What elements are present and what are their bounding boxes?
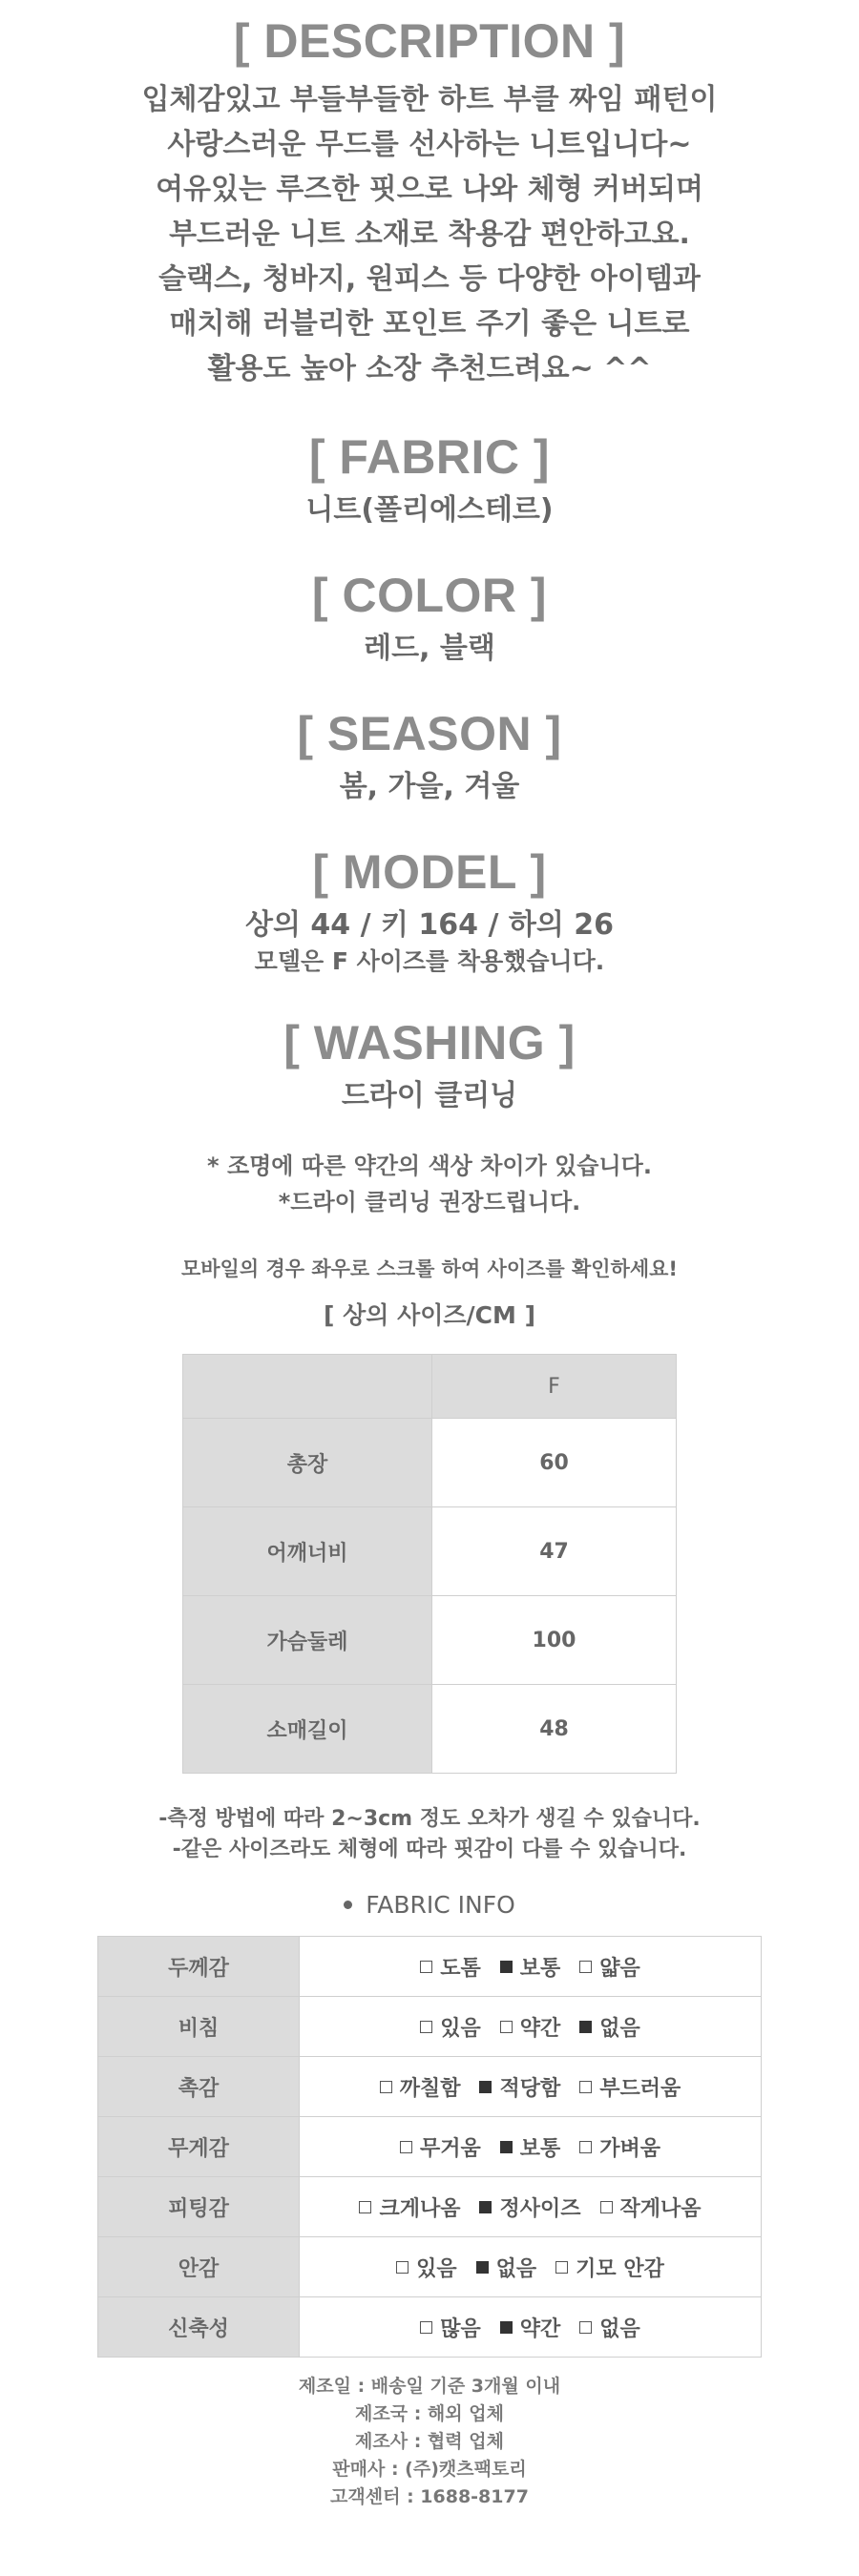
fabric-option-label: 없음 bbox=[599, 2316, 640, 2341]
washing-value: 드라이 클리닝 bbox=[341, 1079, 518, 1112]
fabric-info-table bbox=[97, 1936, 762, 2358]
size-row-label: 소매길이 bbox=[183, 1685, 432, 1774]
table-row bbox=[98, 2297, 762, 2358]
washing-section bbox=[0, 1017, 859, 1115]
fabric-info-options bbox=[300, 2177, 762, 2237]
fabric-option-label: 얇음 bbox=[599, 1956, 640, 1981]
color-section bbox=[0, 570, 859, 668]
checked-box-icon bbox=[500, 2321, 513, 2334]
checked-box-icon bbox=[500, 1961, 513, 1973]
description-line: 사랑스러운 무드를 선사하는 니트입니다~ bbox=[167, 128, 692, 161]
fabric-option bbox=[479, 2072, 560, 2102]
fabric-option-label: 없음 bbox=[495, 2256, 537, 2281]
size-row-value: 48 bbox=[432, 1685, 677, 1774]
fabric-option bbox=[579, 1952, 640, 1982]
fabric-option-label: 까칠함 bbox=[399, 2076, 461, 2101]
fabric-option bbox=[579, 2313, 640, 2342]
size-table-corner-cell bbox=[183, 1355, 432, 1419]
fabric-option-label: 보통 bbox=[519, 1956, 561, 1981]
unchecked-box-icon bbox=[396, 2261, 409, 2274]
washing-title: [ WASHING ] bbox=[283, 1016, 576, 1070]
fabric-option-label: 약간 bbox=[519, 2016, 561, 2041]
fabric-info-label: 무게감 bbox=[98, 2117, 300, 2177]
model-note: 모델은 F 사이즈를 착용했습니다. bbox=[254, 947, 605, 975]
notices bbox=[0, 1148, 859, 1220]
size-table-title: [ 상의 사이즈/CM ] bbox=[323, 1301, 536, 1329]
size-note-fit: -같은 사이즈라도 체형에 따라 핏감이 다를 수 있습니다. bbox=[172, 1838, 687, 1861]
fabric-option bbox=[400, 2132, 481, 2162]
table-row bbox=[183, 1419, 677, 1507]
fabric-option bbox=[500, 2132, 561, 2162]
unchecked-box-icon bbox=[420, 1961, 432, 1973]
fabric-option-label: 없음 bbox=[599, 2016, 640, 2041]
fabric-option-label: 있음 bbox=[440, 2016, 481, 2041]
unchecked-box-icon bbox=[420, 2321, 432, 2334]
fabric-info-label: 촉감 bbox=[98, 2057, 300, 2117]
fabric-option-label: 있음 bbox=[416, 2256, 457, 2281]
unchecked-box-icon bbox=[500, 2021, 513, 2033]
product-info-line: 제조사 : 협력 업체 bbox=[355, 2431, 504, 2452]
fabric-option bbox=[579, 2072, 681, 2102]
description-line: 매치해 러블리한 포인트 주기 좋은 니트로 bbox=[169, 307, 690, 341]
fabric-value: 니트(폴리에스테르) bbox=[305, 493, 554, 527]
description-line: 여유있는 루즈한 핏으로 나와 체형 커버되며 bbox=[156, 173, 703, 206]
checked-box-icon bbox=[479, 2201, 492, 2213]
unchecked-box-icon bbox=[420, 2021, 432, 2033]
color-title: [ COLOR ] bbox=[311, 569, 548, 622]
fabric-section bbox=[0, 431, 859, 530]
table-row bbox=[183, 1507, 677, 1596]
description-line: 부드러운 니트 소재로 착용감 편안하고요. bbox=[169, 218, 690, 251]
fabric-option-label: 보통 bbox=[519, 2136, 561, 2161]
checked-box-icon bbox=[500, 2141, 513, 2153]
fabric-option-label: 약간 bbox=[519, 2316, 561, 2341]
fabric-option bbox=[579, 2012, 640, 2042]
table-row bbox=[98, 2117, 762, 2177]
fabric-info-label: 피팅감 bbox=[98, 2177, 300, 2237]
table-row bbox=[98, 1997, 762, 2057]
description-text bbox=[0, 77, 859, 391]
product-info-line: 제조일 : 배송일 기준 3개월 이내 bbox=[298, 2376, 561, 2397]
fabric-title: [ FABRIC ] bbox=[308, 430, 551, 484]
size-table-header-cell: F bbox=[432, 1355, 677, 1419]
fabric-info-options bbox=[300, 2237, 762, 2297]
fabric-option-label: 정사이즈 bbox=[499, 2196, 581, 2221]
product-info-line: 판매사 : (주)캣츠팩토리 bbox=[332, 2459, 527, 2480]
table-row bbox=[183, 1596, 677, 1685]
fabric-option-label: 크게나옴 bbox=[379, 2196, 461, 2221]
unchecked-box-icon bbox=[555, 2261, 568, 2274]
checked-box-icon bbox=[579, 2021, 592, 2033]
unchecked-box-icon bbox=[579, 2141, 592, 2153]
fabric-info-heading bbox=[0, 1888, 859, 1922]
fabric-info-label: 안감 bbox=[98, 2237, 300, 2297]
fabric-option bbox=[420, 1952, 481, 1982]
size-notes bbox=[0, 1804, 859, 1865]
bullet-dot-icon bbox=[344, 1901, 352, 1909]
season-value: 봄, 가을, 겨울 bbox=[339, 770, 520, 803]
unchecked-box-icon bbox=[400, 2141, 412, 2153]
model-value: 상의 44 / 키 164 / 하의 26 bbox=[244, 908, 615, 942]
notice-dry-cleaning: *드라이 클리닝 권장드립니다. bbox=[278, 1189, 581, 1215]
fabric-option bbox=[500, 1952, 561, 1982]
fabric-option-label: 작게나옴 bbox=[619, 2196, 702, 2221]
season-title: [ SEASON ] bbox=[297, 707, 562, 760]
unchecked-box-icon bbox=[359, 2201, 371, 2213]
size-table bbox=[182, 1354, 677, 1774]
size-table-header-row bbox=[183, 1355, 677, 1419]
fabric-option-label: 가벼움 bbox=[599, 2136, 661, 2161]
fabric-option bbox=[500, 2012, 561, 2042]
season-section bbox=[0, 708, 859, 806]
checked-box-icon bbox=[479, 2081, 492, 2093]
description-line: 입체감있고 부들부들한 하트 부클 짜임 패턴이 bbox=[141, 83, 718, 116]
description-line: 슬랙스, 청바지, 원피스 등 다양한 아이템과 bbox=[158, 262, 701, 296]
fabric-option bbox=[579, 2132, 660, 2162]
model-title: [ MODEL ] bbox=[312, 845, 547, 899]
unchecked-box-icon bbox=[600, 2201, 613, 2213]
fabric-option bbox=[555, 2253, 664, 2282]
fabric-option-label: 많음 bbox=[440, 2316, 481, 2341]
table-row bbox=[98, 2237, 762, 2297]
table-row bbox=[98, 2057, 762, 2117]
fabric-info-title: FABRIC INFO bbox=[366, 1891, 515, 1919]
fabric-option bbox=[600, 2192, 702, 2222]
fabric-option-label: 무거움 bbox=[419, 2136, 481, 2161]
size-row-value: 100 bbox=[432, 1596, 677, 1685]
color-value: 레드, 블랙 bbox=[364, 632, 495, 665]
unchecked-box-icon bbox=[579, 2081, 592, 2093]
fabric-option-label: 적당함 bbox=[499, 2076, 561, 2101]
fabric-info-options bbox=[300, 2297, 762, 2358]
unchecked-box-icon bbox=[380, 2081, 392, 2093]
model-section bbox=[0, 846, 859, 979]
size-row-label: 총장 bbox=[183, 1419, 432, 1507]
size-note-error: -측정 방법에 따라 2~3cm 정도 오차가 생길 수 있습니다. bbox=[158, 1807, 701, 1831]
size-row-label: 어깨너비 bbox=[183, 1507, 432, 1596]
product-info-line: 고객센터 : 1688-8177 bbox=[330, 2486, 529, 2507]
size-row-value: 47 bbox=[432, 1507, 677, 1596]
fabric-info-label: 비침 bbox=[98, 1997, 300, 2057]
fabric-option-label: 기모 안감 bbox=[576, 2256, 664, 2281]
notice-color: * 조명에 따른 약간의 색상 차이가 있습니다. bbox=[207, 1153, 652, 1179]
fabric-info-label: 두께감 bbox=[98, 1937, 300, 1997]
fabric-option bbox=[420, 2012, 481, 2042]
fabric-option bbox=[476, 2253, 537, 2282]
product-info-line: 제조국 : 해외 업체 bbox=[355, 2403, 504, 2424]
fabric-option bbox=[420, 2313, 481, 2342]
fabric-option bbox=[479, 2192, 580, 2222]
fabric-option bbox=[359, 2192, 460, 2222]
size-row-label: 가슴둘레 bbox=[183, 1596, 432, 1685]
fabric-option bbox=[380, 2072, 461, 2102]
description-title: [ DESCRIPTION ] bbox=[233, 14, 626, 68]
mobile-scroll-note: 모바일의 경우 좌우로 스크롤 하여 사이즈를 확인하세요! bbox=[180, 1257, 679, 1280]
fabric-option-label: 도톰 bbox=[440, 1956, 481, 1981]
description-line: 활용도 높아 소장 추천드려요~ ^^ bbox=[207, 352, 652, 385]
fabric-info-label: 신축성 bbox=[98, 2297, 300, 2358]
description-section bbox=[0, 0, 859, 391]
fabric-option bbox=[396, 2253, 457, 2282]
fabric-option-label: 부드러움 bbox=[599, 2076, 681, 2101]
table-row bbox=[183, 1685, 677, 1774]
fabric-info-options bbox=[300, 1997, 762, 2057]
table-row bbox=[98, 2177, 762, 2237]
size-row-value: 60 bbox=[432, 1419, 677, 1507]
fabric-option bbox=[500, 2313, 561, 2342]
product-info bbox=[0, 2373, 859, 2511]
fabric-info-options bbox=[300, 2117, 762, 2177]
unchecked-box-icon bbox=[579, 1961, 592, 1973]
fabric-info-options bbox=[300, 2057, 762, 2117]
unchecked-box-icon bbox=[579, 2321, 592, 2334]
table-row bbox=[98, 1937, 762, 1997]
checked-box-icon bbox=[476, 2261, 489, 2274]
fabric-info-options bbox=[300, 1937, 762, 1997]
